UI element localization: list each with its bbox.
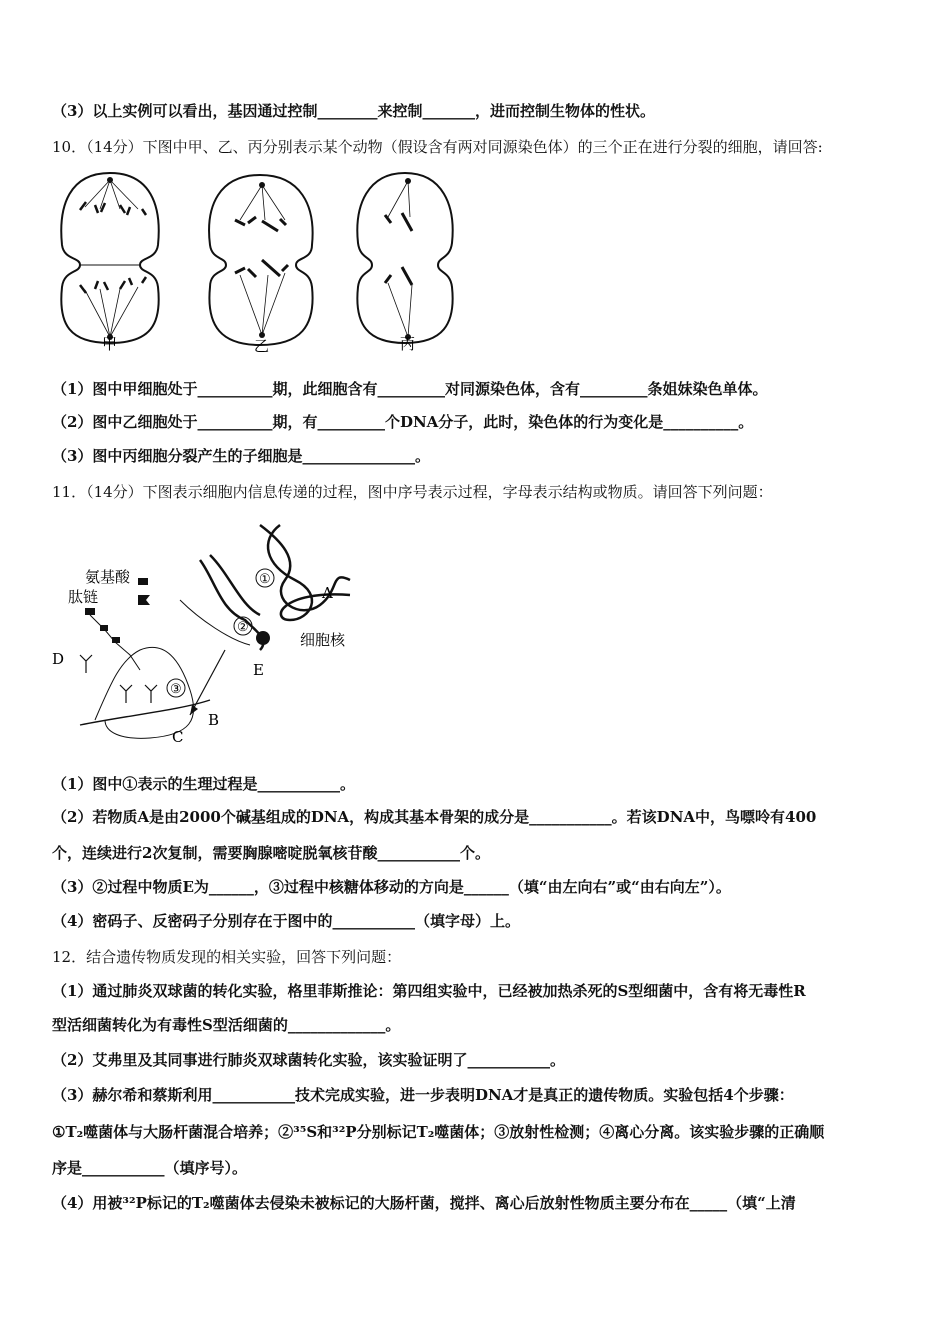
cell-bing-label: 丙	[400, 335, 416, 353]
label-b: B	[208, 711, 220, 729]
peptide-label: 肽链	[68, 588, 99, 606]
information-transfer-figure	[50, 520, 370, 750]
q12-1-text-cont: 型活细菌转化为有毒性S型活细菌的_____________。	[52, 1016, 401, 1034]
q11-2-text: （2）若物质A是由2000个碱基组成的DNA，构成其基本骨架的成分是___________。若该DNA中，鸟嘌呤有400	[52, 808, 817, 826]
q11-3-text: （3）②过程中物质E为______，③过程中核糖体移动的方向是______（填“由左向右”或“由右向左”）。	[52, 878, 731, 896]
cell-division-figure	[50, 165, 480, 360]
q12-3-text: （3）赫尔希和蔡斯利用___________技术完成实验，进一步表明DNA才是真正的遗传物质。实验包括4个步骤：	[52, 1086, 794, 1104]
q11-1-text: （1）图中①表示的生理过程是___________。	[52, 775, 355, 793]
q10-2-text: （2）图中乙细胞处于__________期，有_________个DNA分子，此时，染色体的行为变化是__________。	[52, 413, 754, 431]
enzyme-e	[256, 631, 270, 645]
q12-stem: 12．结合遗传物质发现的相关实验，回答下列问题：	[52, 948, 402, 966]
q12-3-text-cont: 序是___________（填序号）。	[52, 1159, 248, 1177]
process-3-label: ③	[170, 682, 182, 697]
q11-stem: 11．（14分）下图表示细胞内信息传递的过程，图中序号表示过程，字母表示结构或物质。请回答下列问题：	[52, 483, 773, 501]
cell-yi-label: 乙	[254, 337, 270, 355]
process-2-label: ②	[237, 620, 249, 635]
mrna-strand	[200, 555, 263, 650]
cell-jia	[61, 173, 158, 343]
nucleus-label: 细胞核	[300, 631, 346, 649]
cell-yi	[209, 175, 313, 345]
q12-3-steps: ①T₂噬菌体与大肠杆菌混合培养；②³⁵S和³²P分别标记T₂噬菌体；③放射性检测；④离心分离。该实验步骤的正确顺	[52, 1123, 825, 1141]
q12-2-text: （2）艾弗里及其同事进行肺炎双球菌转化实验，该实验证明了___________。	[52, 1051, 565, 1069]
cell-jia-label: 甲	[102, 335, 118, 353]
q12-1-text: （1）通过肺炎双球菌的转化实验，格里菲斯推论：第四组实验中，已经被加热杀死的S型细菌中，含有将无毒性R	[52, 982, 806, 1000]
q11-4-text: （4）密码子、反密码子分别存在于图中的___________（填字母）上。	[52, 912, 520, 930]
q11-2-text-cont: 个，连续进行2次复制，需要胸腺嘧啶脱氧核苷酸___________个。	[52, 844, 490, 862]
dna-helix	[260, 525, 350, 620]
q10-3-text: （3）图中丙细胞分裂产生的子细胞是_______________。	[52, 447, 430, 465]
q10-1-text: （1）图中甲细胞处于__________期，此细胞含有_________对同源染色体，含有_________条姐妹染色单体。	[52, 380, 768, 398]
label-a: A	[322, 584, 333, 602]
process-1-label: ①	[259, 572, 271, 587]
q12-4-text: （4）用被³²P标记的T₂噬菌体去侵染未被标记的大肠杆菌，搅拌、离心后放射性物质主要分布在_____（填“上清	[52, 1194, 796, 1212]
label-d: D	[52, 650, 65, 668]
q9-3-text: （3）以上实例可以看出，基因通过控制________来控制_______，进而控制生物体的性状。	[52, 102, 655, 120]
q10-stem: 10．（14分）下图中甲、乙、丙分别表示某个动物（假设含有两对同源染色体）的三个正在进行分裂的细胞，请回答:	[52, 138, 823, 156]
label-c: C	[172, 728, 184, 746]
amino-acid-label: 氨基酸	[85, 568, 131, 586]
label-e: E	[253, 661, 264, 679]
trna	[80, 655, 157, 703]
cell-bing	[357, 173, 452, 343]
